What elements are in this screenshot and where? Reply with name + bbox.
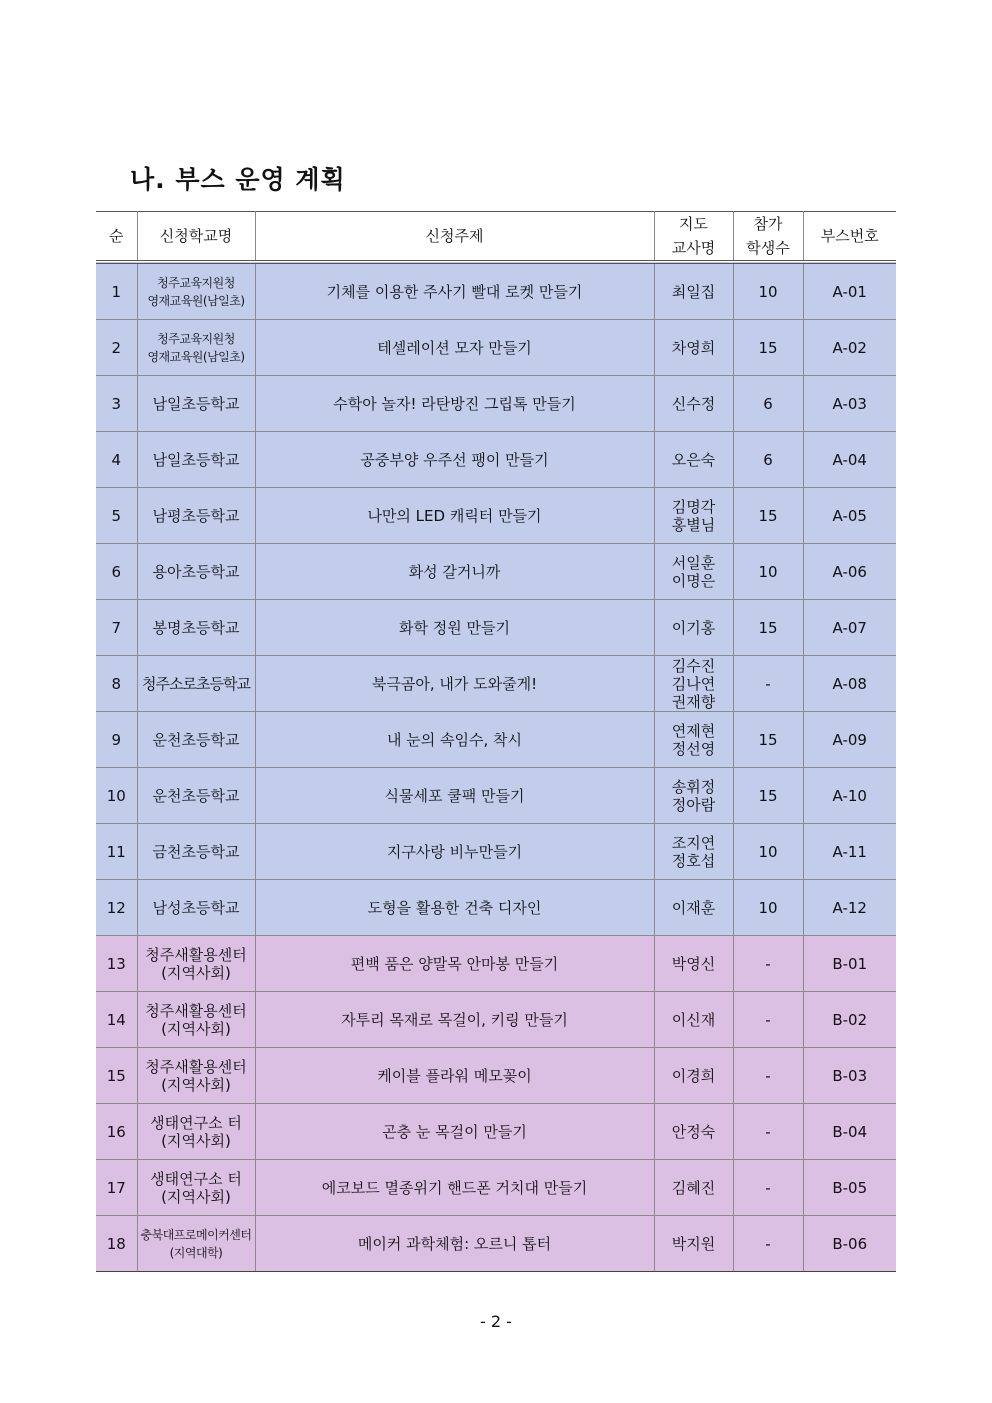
cell-teacher: 서일훈 이명은 [654,544,733,600]
cell-booth: A-06 [803,544,896,600]
cell-no: 6 [96,544,137,600]
table-row [96,432,896,488]
cell-no: 15 [96,1048,137,1104]
cell-teacher: 조지연 정호섭 [654,824,733,880]
cell-topic: 화학 정원 만들기 [255,600,654,656]
cell-topic: 케이블 플라워 메모꽂이 [255,1048,654,1104]
cell-topic: 메이커 과학체험: 오르니 톱터 [255,1216,654,1272]
header-topic: 신청주제 [255,212,654,263]
cell-teacher: 연제현 정선영 [654,712,733,768]
table-row [96,768,896,824]
cell-teacher: 오은숙 [654,432,733,488]
cell-booth: B-06 [803,1216,896,1272]
cell-school: 금천초등학교 [137,824,255,880]
section-heading: 나. 부스 운영 계획 [130,165,346,194]
cell-students: - [733,992,803,1048]
cell-topic: 나만의 LED 캐릭터 만들기 [255,488,654,544]
cell-teacher: 이신재 [654,992,733,1048]
cell-no: 3 [96,376,137,432]
cell-no: 16 [96,1104,137,1160]
cell-no: 2 [96,320,137,376]
cell-school: 봉명초등학교 [137,600,255,656]
cell-no: 18 [96,1216,137,1272]
booth-plan-table [96,211,896,1272]
header-school: 신청학교명 [137,212,255,263]
cell-topic: 에코보드 멸종위기 핸드폰 거치대 만들기 [255,1160,654,1216]
cell-booth: B-03 [803,1048,896,1104]
cell-booth: A-11 [803,824,896,880]
table-row [96,936,896,992]
cell-no: 13 [96,936,137,992]
cell-booth: A-04 [803,432,896,488]
cell-school: 남일초등학교 [137,376,255,432]
cell-school: 청주교육지원청 영재교육원(남일초) [137,320,255,376]
cell-teacher: 이재훈 [654,880,733,936]
table-header-row [96,212,896,263]
header-no: 순 [96,212,137,263]
table-row [96,880,896,936]
cell-booth: B-05 [803,1160,896,1216]
cell-teacher: 안정숙 [654,1104,733,1160]
cell-booth: A-08 [803,656,896,712]
cell-topic: 화성 갈거니까 [255,544,654,600]
cell-teacher: 차영희 [654,320,733,376]
table-row [96,824,896,880]
cell-no: 5 [96,488,137,544]
cell-no: 10 [96,768,137,824]
cell-students: - [733,1160,803,1216]
cell-no: 1 [96,262,137,320]
cell-school: 운천초등학교 [137,768,255,824]
cell-teacher: 박영신 [654,936,733,992]
cell-students: 15 [733,320,803,376]
cell-teacher: 김수진 김나연 권재향 [654,656,733,712]
cell-booth: A-02 [803,320,896,376]
cell-booth: A-10 [803,768,896,824]
cell-topic: 지구사랑 비누만들기 [255,824,654,880]
cell-school: 청주새활용센터 (지역사회) [137,992,255,1048]
cell-students: 6 [733,432,803,488]
cell-students: 15 [733,600,803,656]
cell-school: 충북대프로메이커센터 (지역대학) [137,1216,255,1272]
cell-no: 8 [96,656,137,712]
cell-booth: A-03 [803,376,896,432]
cell-school: 생태연구소 터 (지역사회) [137,1104,255,1160]
cell-students: 10 [733,824,803,880]
cell-teacher: 이경희 [654,1048,733,1104]
cell-school: 운천초등학교 [137,712,255,768]
cell-topic: 수학아 놀자! 라탄방진 그립톡 만들기 [255,376,654,432]
table-row [96,1160,896,1216]
cell-topic: 내 눈의 속임수, 착시 [255,712,654,768]
cell-topic: 공중부양 우주선 팽이 만들기 [255,432,654,488]
cell-no: 11 [96,824,137,880]
cell-school: 청주새활용센터 (지역사회) [137,936,255,992]
cell-students: 15 [733,712,803,768]
cell-teacher: 김명각 홍별님 [654,488,733,544]
cell-school: 남평초등학교 [137,488,255,544]
cell-no: 7 [96,600,137,656]
cell-school: 용아초등학교 [137,544,255,600]
cell-topic: 자투리 목재로 목걸이, 키링 만들기 [255,992,654,1048]
cell-topic: 기체를 이용한 주사기 빨대 로켓 만들기 [255,262,654,320]
cell-booth: A-01 [803,262,896,320]
cell-students: 15 [733,488,803,544]
table-row [96,712,896,768]
cell-school: 남성초등학교 [137,880,255,936]
cell-students: - [733,1104,803,1160]
header-teacher-line1: 지도 [679,215,708,233]
table-row [96,656,896,712]
cell-school: 청주교육지원청 영재교육원(남일초) [137,262,255,320]
cell-booth: A-07 [803,600,896,656]
table-row [96,320,896,376]
cell-teacher: 신수정 [654,376,733,432]
table-row [96,1216,896,1272]
cell-teacher: 송휘정 정아람 [654,768,733,824]
cell-no: 4 [96,432,137,488]
cell-topic: 곤충 눈 목걸이 만들기 [255,1104,654,1160]
table-row [96,1104,896,1160]
cell-students: - [733,1048,803,1104]
cell-teacher: 김혜진 [654,1160,733,1216]
cell-school: 청주소로초등학교 [137,656,255,712]
cell-teacher: 최일집 [654,262,733,320]
table-row [96,544,896,600]
cell-students: - [733,1216,803,1272]
cell-no: 12 [96,880,137,936]
cell-topic: 북극곰아, 내가 도와줄게! [255,656,654,712]
cell-students: 15 [733,768,803,824]
cell-school: 청주새활용센터 (지역사회) [137,1048,255,1104]
cell-no: 17 [96,1160,137,1216]
header-students-line1: 참가 [753,215,783,233]
cell-students: - [733,936,803,992]
cell-booth: B-01 [803,936,896,992]
cell-students: - [733,656,803,712]
cell-no: 9 [96,712,137,768]
header-teacher [654,212,733,263]
table-row [96,488,896,544]
cell-students: 10 [733,544,803,600]
table-row [96,376,896,432]
cell-topic: 테셀레이션 모자 만들기 [255,320,654,376]
cell-booth: B-04 [803,1104,896,1160]
cell-students: 10 [733,880,803,936]
cell-booth: A-09 [803,712,896,768]
cell-students: 6 [733,376,803,432]
cell-teacher: 박지원 [654,1216,733,1272]
cell-booth: A-05 [803,488,896,544]
cell-students: 10 [733,262,803,320]
cell-booth: A-12 [803,880,896,936]
cell-topic: 도형을 활용한 건축 디자인 [255,880,654,936]
table-row [96,262,896,320]
table-row [96,1048,896,1104]
header-students [733,212,803,263]
cell-topic: 편백 품은 양말목 안마봉 만들기 [255,936,654,992]
cell-booth: B-02 [803,992,896,1048]
page-number: - 2 - [480,1312,512,1331]
cell-school: 남일초등학교 [137,432,255,488]
cell-topic: 식물세포 쿨팩 만들기 [255,768,654,824]
table-row [96,600,896,656]
cell-no: 14 [96,992,137,1048]
header-teacher-line2: 교사명 [671,239,716,257]
header-students-line2: 학생수 [746,239,790,257]
cell-teacher: 이기홍 [654,600,733,656]
header-booth: 부스번호 [803,212,896,263]
table-row [96,992,896,1048]
cell-school: 생태연구소 터 (지역사회) [137,1160,255,1216]
